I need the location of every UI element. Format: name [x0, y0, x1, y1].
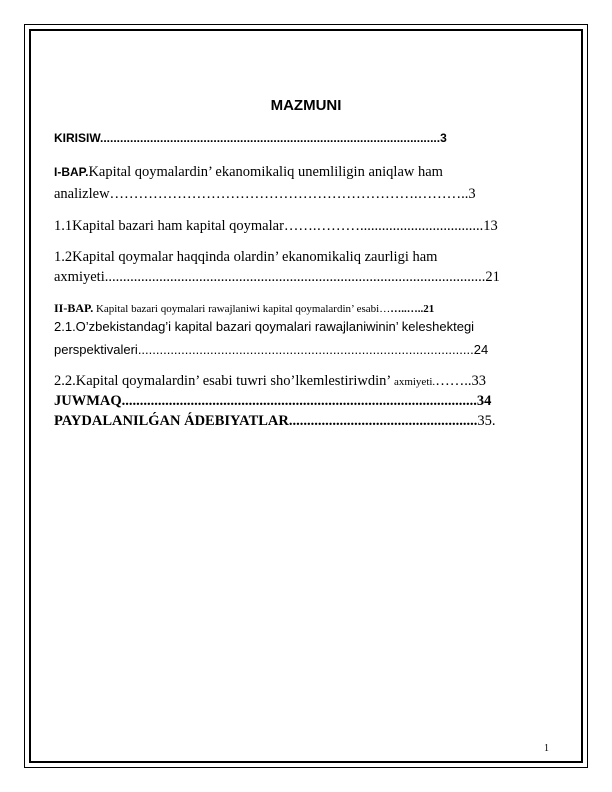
toc-iibap-title: Kapital bazari qoymalari rawajlaniwi kapital qoymalardin’ esabi… [93, 303, 391, 315]
toc-2-2-title: 2.2.Kapital qoymalardin’ esabi tuwri sho’lkemlestiriwdin’ [54, 373, 392, 389]
toc-ibap-title: Kapital qoymalardin’ ekanomikaliq unemliligin aniqlaw ham [88, 164, 443, 180]
toc-2-2-title-small: axmiyeti. [391, 376, 436, 388]
toc-entry-1-1: 1.1Kapital bazari ham kapital qoymalar…….………..................................13 [54, 218, 498, 234]
toc-ibap-label: I-BAP. [54, 165, 89, 179]
toc-entry-kirisiw: KIRISIW......................................................................................................3 [54, 131, 447, 145]
toc-entry-ibap-line2: analizlew……………………………………………………….………..3 [54, 186, 476, 202]
toc-entry-ibap-line1 [54, 164, 548, 181]
toc-entry-juwmaq: JUWMAQ..................................................................................................34 [54, 393, 492, 409]
toc-entry-iibap [54, 301, 548, 316]
toc-pay-dots: .................................................... [288, 413, 478, 429]
page-number: 1 [544, 743, 549, 754]
toc-entry-1-2-line1: 1.2Kapital qoymalar haqqinda olardin’ ekanomikaliq zaurligi ham [54, 249, 438, 265]
toc-pay-title: PAYDALANILǴAN ÁDEBIYATLAR [54, 413, 289, 429]
toc-entry-2-2 [54, 373, 548, 390]
toc-2-2-page: ……..33 [435, 373, 486, 389]
toc-entry-1-2-line2: axmiyeti.........................................................................................................21 [54, 269, 500, 285]
page-title: MAZMUNI [270, 97, 342, 114]
toc-entry-2-1-line2: perspektivaleri.............................................................................................24 [54, 342, 489, 357]
toc-iibap-page: …..…..21 [390, 303, 435, 315]
toc-entry-paydalanilgan [54, 413, 548, 430]
toc-iibap-label: II-BAP. [54, 301, 94, 315]
toc-pay-page: 35. [477, 413, 496, 429]
toc-entry-2-1-line1: 2.1.O’zbekistandag’i kapital bazari qoymalari rawajlaniwinin’ keleshektegi [54, 319, 475, 334]
